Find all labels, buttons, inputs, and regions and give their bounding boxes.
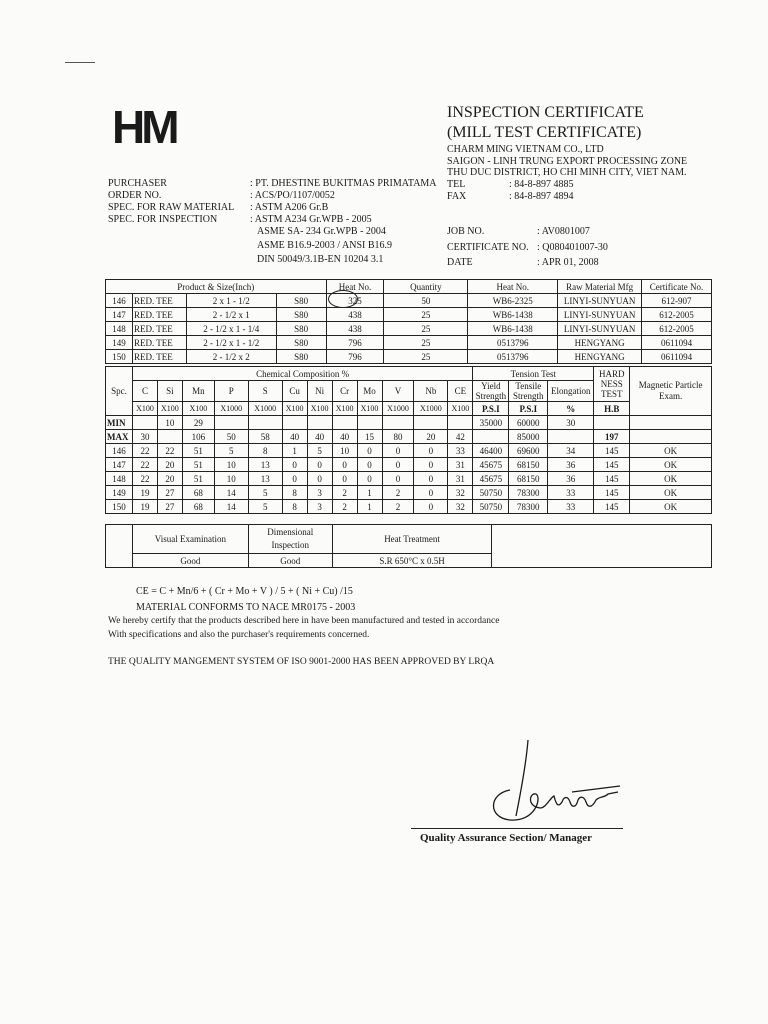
element-factor: X100 (282, 402, 307, 416)
chem-cell: 2 (382, 500, 414, 514)
product-cell-sch: S80 (276, 350, 326, 364)
product-cell-item: RED. TEE (132, 322, 186, 336)
chemical-table (105, 366, 712, 514)
spec-raw-value: : ASTM A206 Gr.B (250, 202, 329, 213)
certify-line-2: With specifications and also the purchaser's requirements concerned. (108, 630, 370, 640)
element-header: Ni (307, 381, 332, 402)
chem-cell (382, 416, 414, 430)
element-factor: X100 (132, 402, 157, 416)
chem-cell: 2 (332, 500, 357, 514)
chem-cell (157, 430, 182, 444)
chem-cell (448, 416, 473, 430)
product-cell-size: 2 - 1/2 x 1 - 1/4 (186, 322, 276, 336)
chem-cell: 50750 (473, 486, 509, 500)
cert-label: CERTIFICATE NO. (447, 241, 529, 253)
certificate-subtitle: (MILL TEST CERTIFICATE) (447, 124, 642, 141)
product-cell-heat2: WB6-2325 (468, 294, 558, 308)
chem-cell: 10 (332, 444, 357, 458)
ce-formula: CE = C + Mn/6 + ( Cr + Mo + V ) / 5 + ( Ni + Cu) /15 (136, 586, 353, 597)
col-heat-no: Heat No. (326, 280, 384, 294)
chem-cell: 8 (282, 486, 307, 500)
col-heat-no-2: Heat No. (468, 280, 558, 294)
chem-cell: 0 (357, 444, 382, 458)
visual-value: Good (132, 554, 248, 568)
chem-cell (214, 416, 248, 430)
chem-cell: 145 (594, 472, 630, 486)
chem-cell: 68150 (509, 472, 548, 486)
signature-image (480, 736, 630, 831)
chem-cell: 5 (307, 444, 332, 458)
chem-cell: 5 (248, 486, 282, 500)
circled-heat-mark (328, 290, 358, 308)
chem-cell: 14 (214, 500, 248, 514)
order-value: : ACS/PO/1107/0052 (250, 190, 335, 201)
element-header: Mo (357, 381, 382, 402)
product-row (106, 322, 712, 336)
chem-cell (307, 416, 332, 430)
tel-value: : 84-8-897 4885 (509, 179, 574, 190)
chem-cell (132, 416, 157, 430)
element-factor: X100 (448, 402, 473, 416)
chem-row (106, 486, 712, 500)
chem-row (106, 430, 712, 444)
unit-percent: % (548, 402, 594, 416)
signature-line (411, 828, 623, 829)
chem-cell: 20 (157, 472, 182, 486)
chem-cell: 0 (414, 472, 448, 486)
certify-line-1: We hereby certify that the products described here in have been manufactured and tested in accordance (108, 616, 500, 626)
chem-cell: 68150 (509, 458, 548, 472)
chem-cell: 145 (594, 500, 630, 514)
heat-treatment-header: Heat Treatment (332, 525, 492, 554)
spec-raw-label: SPEC. FOR RAW MATERIAL (108, 202, 235, 213)
chem-cell: 69600 (509, 444, 548, 458)
product-cell-mfg: HENGYANG (558, 350, 642, 364)
element-header: Mn (182, 381, 214, 402)
chem-cell: 0 (357, 472, 382, 486)
chem-cell: 35000 (473, 416, 509, 430)
chem-cell: 78300 (509, 486, 548, 500)
chem-cell: 19 (132, 486, 157, 500)
chem-cell: 51 (182, 458, 214, 472)
chem-cell: 22 (132, 444, 157, 458)
product-row (106, 294, 712, 308)
product-cell-sch: S80 (276, 308, 326, 322)
chem-cell: 36 (548, 472, 594, 486)
magnetic-header: Magnetic Particle Exam. (630, 367, 712, 416)
yield-header: Yield Strength (473, 381, 509, 402)
chem-cell: 32 (448, 500, 473, 514)
product-header-row (106, 280, 712, 294)
chem-cell: 2 (332, 486, 357, 500)
chem-cell: 0 (282, 458, 307, 472)
chem-cell: 80 (382, 430, 414, 444)
product-cell-mfg: LINYI-SUNYUAN (558, 308, 642, 322)
spec-insp-value-4: DIN 50049/3.1B-EN 10204 3.1 (257, 254, 384, 265)
product-cell-cert: 612-2005 (642, 322, 712, 336)
chem-cell: 8 (282, 500, 307, 514)
product-row (106, 308, 712, 322)
chem-cell: 19 (132, 500, 157, 514)
element-header: S (248, 381, 282, 402)
chem-group-header: Chemical Composition % (132, 367, 472, 381)
product-cell-qty: 25 (384, 322, 468, 336)
chem-cell: 85000 (509, 430, 548, 444)
product-row (106, 350, 712, 364)
element-header: Si (157, 381, 182, 402)
chem-cell: 3 (307, 486, 332, 500)
company-name: CHARM MING VIETNAM CO., LTD (447, 144, 604, 155)
signatory-title: Quality Assurance Section/ Manager (420, 832, 593, 844)
element-header: C (132, 381, 157, 402)
fax-value: : 84-8-897 4894 (509, 191, 574, 202)
chem-cell: 0 (414, 486, 448, 500)
heat-treatment-value: S.R 650°C x 0.5H (332, 554, 492, 568)
chem-cell: 68 (182, 500, 214, 514)
chem-cell: 0 (414, 458, 448, 472)
element-header: Nb (414, 381, 448, 402)
spec-insp-value-1: : ASTM A234 Gr.WPB - 2005 (250, 214, 372, 225)
chem-cell: 5 (248, 500, 282, 514)
product-cell-sch: S80 (276, 336, 326, 350)
chem-cell: OK (630, 472, 712, 486)
dimensional-header: Dimensional Inspection (248, 525, 332, 554)
chem-cell: 145 (594, 444, 630, 458)
company-address-2: THU DUC DISTRICT, HO CHI MINH CITY, VIET NAM. (447, 167, 687, 178)
chem-cell: 0 (414, 444, 448, 458)
spc-header: Spc. (106, 367, 133, 416)
chem-cell: 10 (214, 472, 248, 486)
purchaser-label: PURCHASER (108, 178, 167, 189)
chem-row-label: 150 (106, 500, 133, 514)
product-cell-spc: 148 (106, 322, 133, 336)
chem-cell: 0 (282, 472, 307, 486)
chem-cell: 31 (448, 458, 473, 472)
chem-cell: 22 (132, 472, 157, 486)
product-cell-cert: 0611094 (642, 336, 712, 350)
chem-cell: OK (630, 486, 712, 500)
date-label: DATE (447, 257, 473, 268)
product-cell-mfg: LINYI-SUNYUAN (558, 294, 642, 308)
chem-cell: 42 (448, 430, 473, 444)
chem-cell: 27 (157, 486, 182, 500)
product-cell-item: RED. TEE (132, 308, 186, 322)
product-cell-qty: 25 (384, 336, 468, 350)
chem-cell: 34 (548, 444, 594, 458)
chem-row-label: 146 (106, 444, 133, 458)
element-header: V (382, 381, 414, 402)
chem-cell (630, 416, 712, 430)
tension-header: Tension Test (473, 367, 594, 381)
chem-cell (548, 430, 594, 444)
element-header: P (214, 381, 248, 402)
cert-value: : Q080401007-30 (537, 241, 608, 253)
fax-label: FAX (447, 191, 467, 202)
chem-cell: 10 (157, 416, 182, 430)
chem-cell: 40 (282, 430, 307, 444)
chem-cell: 0 (357, 458, 382, 472)
product-cell-qty: 25 (384, 308, 468, 322)
col-cert-no: Certificate No. (642, 280, 712, 294)
chem-cell: 1 (357, 500, 382, 514)
chem-cell: 15 (357, 430, 382, 444)
chem-cell: 2 (382, 486, 414, 500)
chem-cell: 14 (214, 486, 248, 500)
chem-cell: 40 (332, 430, 357, 444)
chem-cell: 13 (248, 458, 282, 472)
element-factor: X1000 (382, 402, 414, 416)
chem-cell: 1 (357, 486, 382, 500)
chem-cell: 29 (182, 416, 214, 430)
chem-cell: 33 (548, 486, 594, 500)
scan-mark (65, 62, 95, 63)
order-label: ORDER NO. (108, 190, 162, 201)
product-cell-heat: 438 (326, 308, 384, 322)
product-cell-spc: 149 (106, 336, 133, 350)
chem-cell (473, 430, 509, 444)
col-quantity: Quantity (384, 280, 468, 294)
chem-row-label: 147 (106, 458, 133, 472)
element-header: CE (448, 381, 473, 402)
chem-cell: 106 (182, 430, 214, 444)
element-header: Cr (332, 381, 357, 402)
product-cell-sch: S80 (276, 322, 326, 336)
element-factor: X100 (357, 402, 382, 416)
spec-insp-value-2: ASME SA- 234 Gr.WPB - 2004 (257, 226, 386, 237)
chem-cell: 50750 (473, 500, 509, 514)
chem-cell: 0 (382, 444, 414, 458)
chem-row-label: MIN (106, 416, 133, 430)
chem-cell: 0 (382, 458, 414, 472)
chem-cell: OK (630, 458, 712, 472)
chem-cell: 0 (307, 472, 332, 486)
chem-cell: 30 (132, 430, 157, 444)
product-cell-heat: 325 (326, 294, 384, 308)
company-info (447, 144, 687, 179)
product-cell-heat: 796 (326, 350, 384, 364)
product-cell-sch: S80 (276, 294, 326, 308)
element-factor: X100 (182, 402, 214, 416)
notes-block (136, 584, 355, 616)
chem-cell: 197 (594, 430, 630, 444)
chem-cell: 31 (448, 472, 473, 486)
chem-cell: 45675 (473, 472, 509, 486)
chem-row-label: MAX (106, 430, 133, 444)
chem-cell: OK (630, 500, 712, 514)
company-contact (447, 179, 573, 203)
spec-insp-value-3: ASME B16.9-2003 / ANSI B16.9 (257, 240, 393, 251)
chem-cell: 33 (548, 500, 594, 514)
chem-cell: 5 (214, 444, 248, 458)
element-factor: X100 (332, 402, 357, 416)
product-cell-item: RED. TEE (132, 336, 186, 350)
unit-psi-2: P.S.I (509, 402, 548, 416)
chem-cell: 60000 (509, 416, 548, 430)
product-cell-size: 2 - 1/2 x 1 - 1/2 (186, 336, 276, 350)
col-product-size: Product & Size(Inch) (106, 280, 327, 294)
product-cell-heat2: 0513796 (468, 336, 558, 350)
chem-cell: 3 (307, 500, 332, 514)
purchaser-value: : PT. DHESTINE BUKITMAS PRIMATAMA (250, 178, 437, 189)
chem-row-label: 149 (106, 486, 133, 500)
chem-cell: 1 (282, 444, 307, 458)
chem-cell (332, 416, 357, 430)
chem-cell: 68 (182, 486, 214, 500)
product-table (105, 279, 712, 364)
chem-cell (357, 416, 382, 430)
product-cell-size: 2 - 1/2 x 2 (186, 350, 276, 364)
product-cell-spc: 147 (106, 308, 133, 322)
product-cell-spc: 150 (106, 350, 133, 364)
chem-cell: 58 (248, 430, 282, 444)
certification-statement (108, 614, 499, 642)
chem-cell: 0 (307, 458, 332, 472)
chem-cell: OK (630, 444, 712, 458)
chem-cell: 0 (382, 472, 414, 486)
inspection-table (105, 524, 712, 568)
chem-cell: 20 (157, 458, 182, 472)
unit-psi-1: P.S.I (473, 402, 509, 416)
hardness-header: HARD NESS TEST (594, 367, 630, 402)
product-cell-heat: 796 (326, 336, 384, 350)
chem-row (106, 416, 712, 430)
product-cell-cert: 0611094 (642, 350, 712, 364)
nace-note: MATERIAL CONFORMS TO NACE MR0175 - 2003 (136, 602, 356, 613)
date-value: : APR 01, 2008 (537, 257, 599, 268)
product-cell-size: 2 - 1/2 x 1 (186, 308, 276, 322)
dimensional-value: Good (248, 554, 332, 568)
chem-cell (630, 430, 712, 444)
product-cell-heat2: WB6-1438 (468, 322, 558, 336)
chem-row (106, 458, 712, 472)
product-cell-qty: 25 (384, 350, 468, 364)
company-logo: HM (112, 101, 176, 153)
visual-header: Visual Examination (132, 525, 248, 554)
iso-statement: THE QUALITY MANGEMENT SYSTEM OF ISO 9001-2000 HAS BEEN APPROVED BY LRQA (108, 657, 495, 667)
element-factor: X1000 (214, 402, 248, 416)
chem-cell: 0 (332, 458, 357, 472)
job-value: : AV0801007 (537, 226, 590, 237)
chem-cell: 50 (214, 430, 248, 444)
elongation-header: Elongation (548, 381, 594, 402)
chem-cell: 0 (414, 500, 448, 514)
chem-cell: 30 (548, 416, 594, 430)
chem-cell: 51 (182, 444, 214, 458)
chem-cell: 20 (414, 430, 448, 444)
element-factor: X1000 (248, 402, 282, 416)
chem-row-label: 148 (106, 472, 133, 486)
chem-cell: 10 (214, 458, 248, 472)
col-raw-mfg: Raw Material Mfg (558, 280, 642, 294)
certificate-title: INSPECTION CERTIFICATE (447, 104, 644, 121)
product-cell-qty: 50 (384, 294, 468, 308)
product-cell-cert: 612-2005 (642, 308, 712, 322)
chem-cell: 8 (248, 444, 282, 458)
company-address-1: SAIGON - LINH TRUNG EXPORT PROCESSING ZONE (447, 155, 688, 167)
chem-cell: 27 (157, 500, 182, 514)
chem-row (106, 500, 712, 514)
element-factor: X1000 (414, 402, 448, 416)
tensile-header: Tensile Strength (509, 381, 548, 402)
product-cell-heat: 438 (326, 322, 384, 336)
chem-cell: 32 (448, 486, 473, 500)
job-info (447, 224, 608, 271)
product-cell-heat2: 0513796 (468, 350, 558, 364)
spec-insp-label: SPEC. FOR INSPECTION (108, 214, 218, 225)
chem-cell: 22 (132, 458, 157, 472)
chem-cell: 40 (307, 430, 332, 444)
chem-cell: 46400 (473, 444, 509, 458)
chem-cell: 145 (594, 458, 630, 472)
tel-label: TEL (447, 179, 466, 190)
product-cell-mfg: HENGYANG (558, 336, 642, 350)
product-cell-item: RED. TEE (132, 350, 186, 364)
unit-hb: H.B (594, 402, 630, 416)
chem-cell: 36 (548, 458, 594, 472)
chem-cell (414, 416, 448, 430)
element-factor: X100 (307, 402, 332, 416)
product-cell-size: 2 x 1 - 1/2 (186, 294, 276, 308)
chem-cell: 78300 (509, 500, 548, 514)
job-label: JOB NO. (447, 226, 485, 237)
product-cell-cert: 612-907 (642, 294, 712, 308)
chem-cell: 13 (248, 472, 282, 486)
chem-row (106, 472, 712, 486)
chem-row (106, 444, 712, 458)
product-cell-spc: 146 (106, 294, 133, 308)
product-cell-mfg: LINYI-SUNYUAN (558, 322, 642, 336)
order-header (108, 178, 437, 266)
chem-cell: 145 (594, 486, 630, 500)
chem-cell (594, 416, 630, 430)
chem-cell: 45675 (473, 458, 509, 472)
element-header: Cu (282, 381, 307, 402)
chem-cell: 22 (157, 444, 182, 458)
element-factor: X100 (157, 402, 182, 416)
product-row (106, 336, 712, 350)
chem-cell: 33 (448, 444, 473, 458)
chem-cell: 51 (182, 472, 214, 486)
product-cell-item: RED. TEE (132, 294, 186, 308)
chem-cell: 0 (332, 472, 357, 486)
product-cell-heat2: WB6-1438 (468, 308, 558, 322)
chem-cell (282, 416, 307, 430)
chem-cell (248, 416, 282, 430)
